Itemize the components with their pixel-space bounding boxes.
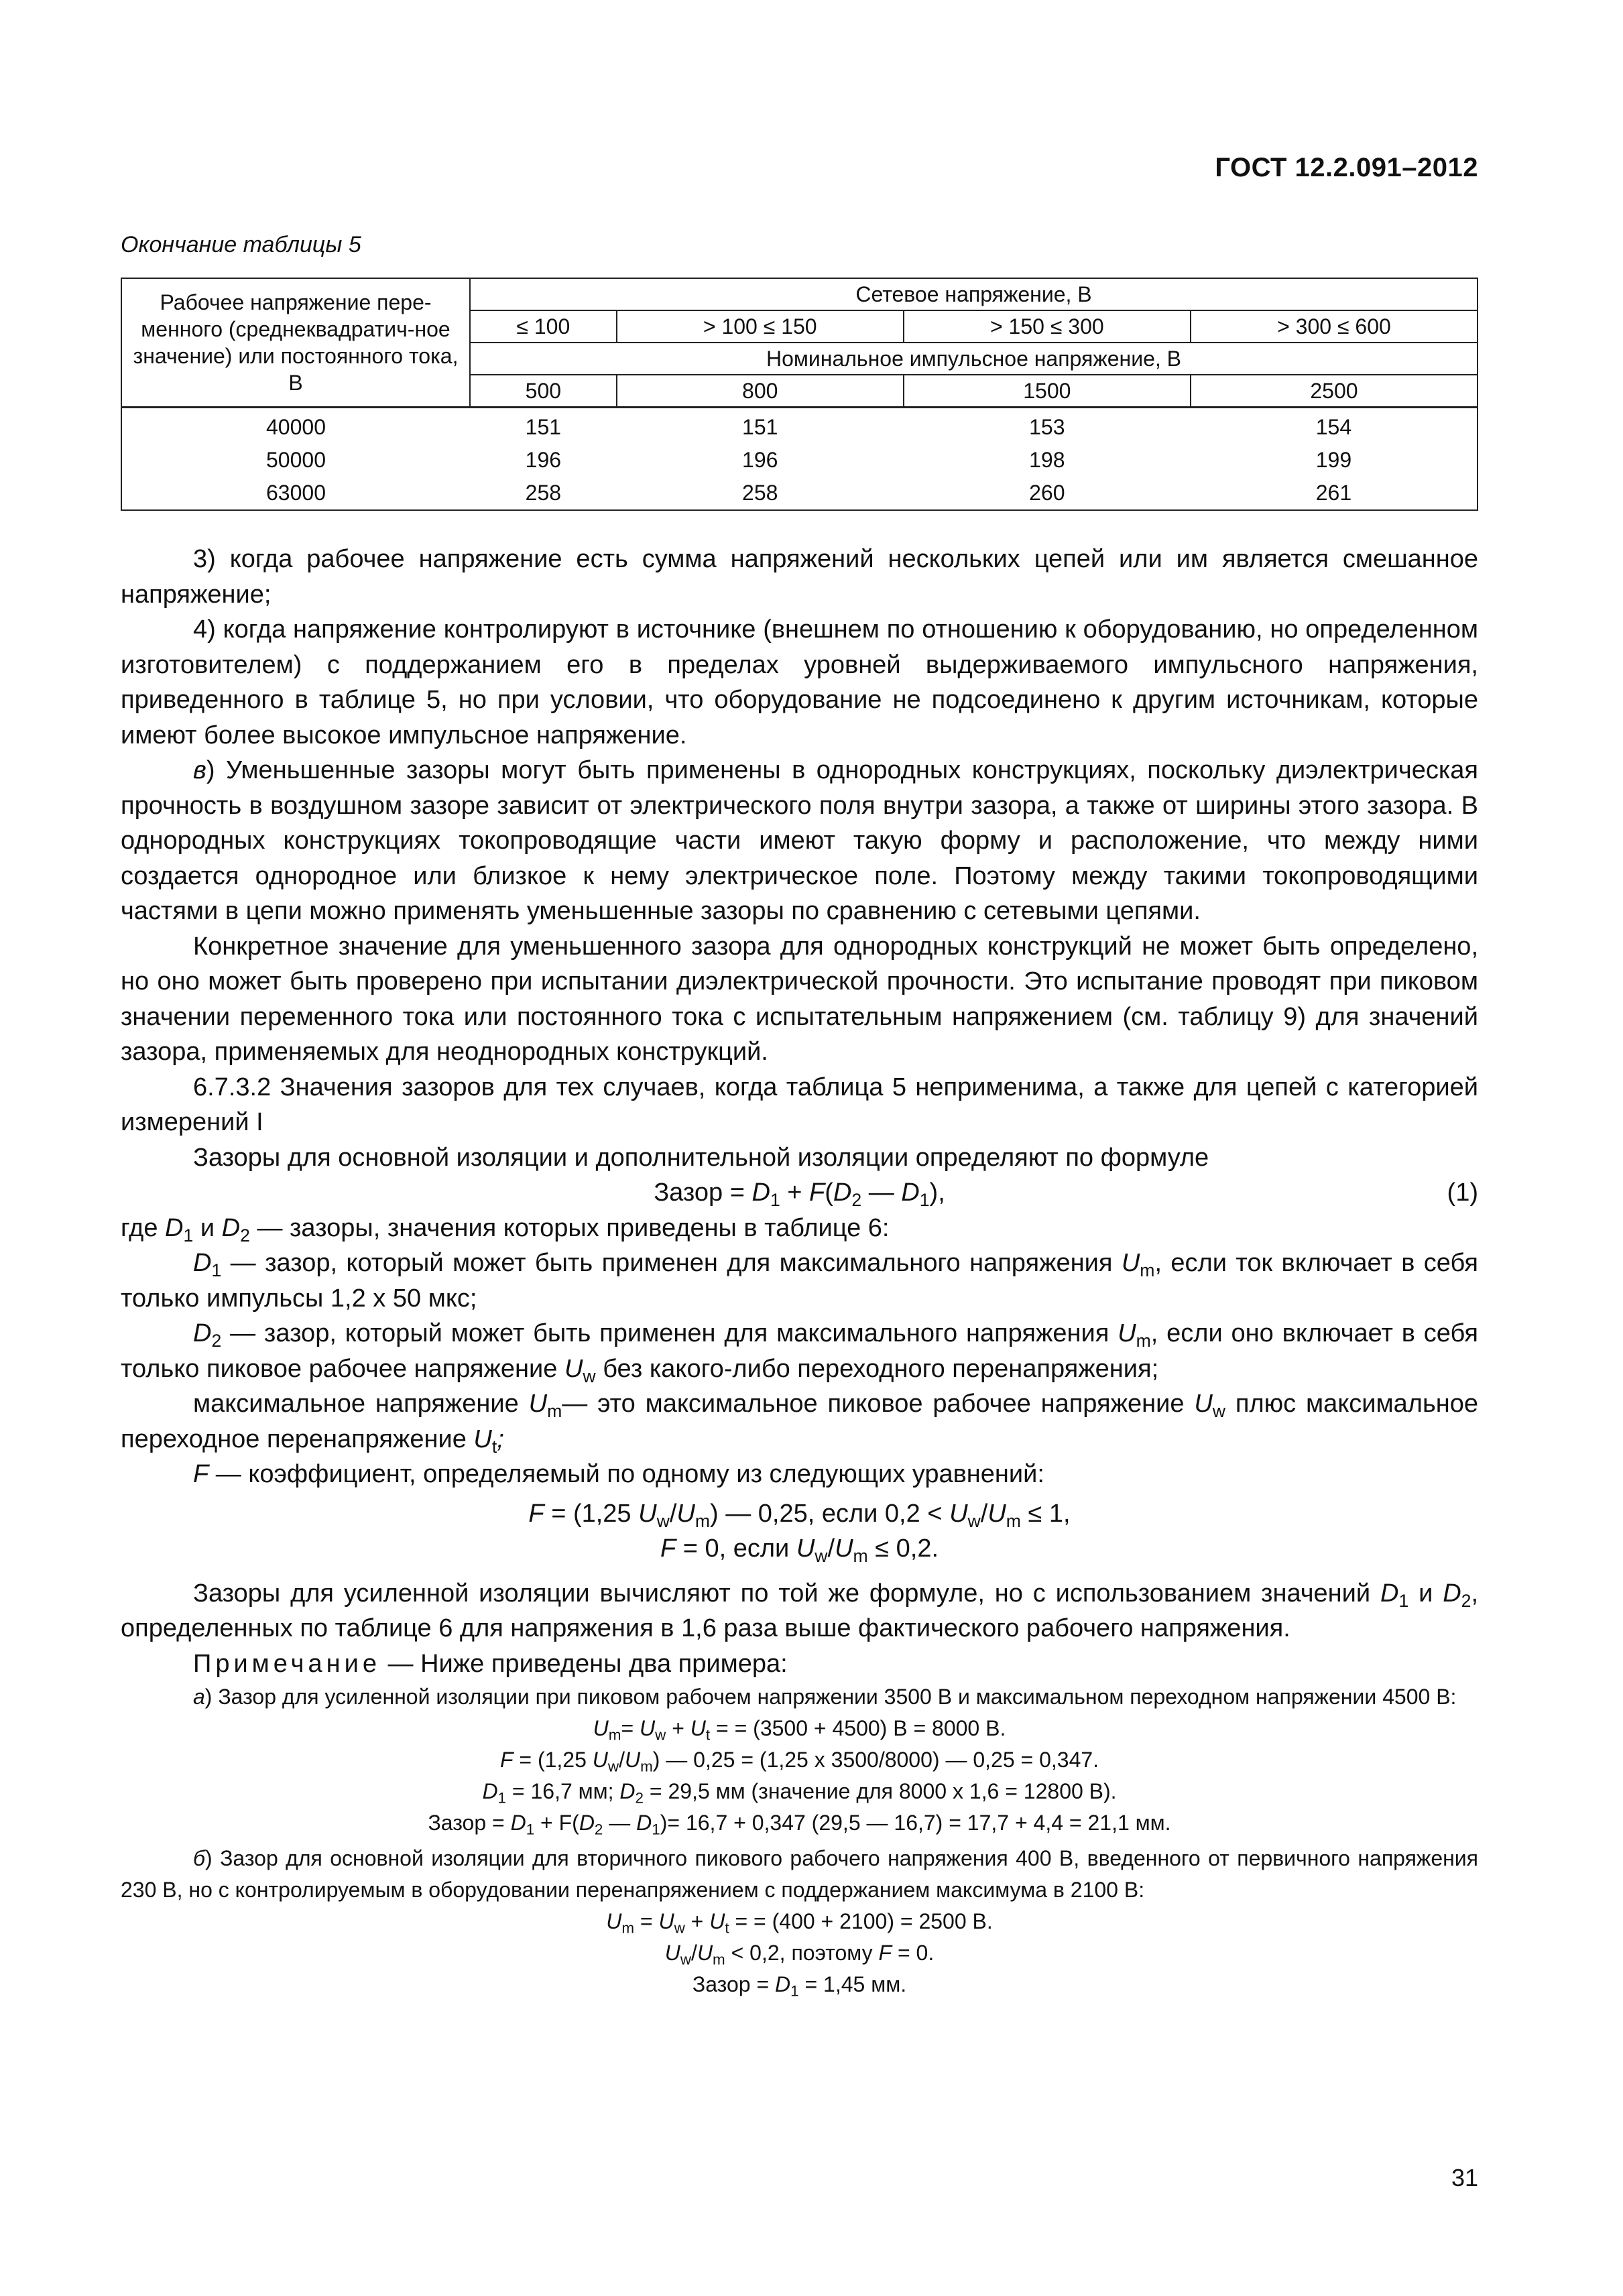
note-b-eq2: $U_w/U_m < 0,2$, поэтому F = 0. — [664, 1941, 935, 1968]
note-body — [121, 1681, 1478, 2000]
paragraph-item-4: 4) когда напряжение контролируют в источнике (внешнем по отношению к оборудованию, но определенном изготовителем) с поддержанием его в пределах уровней выдерживаемого импульсного напряжения, приведенного в таблице 5, но при условии, что оборудование не подсоединено к другим источникам, которые имеют более высокое импульсное напряжение. — [121, 615, 1478, 749]
table-range-cell: > 300 ≤ 600 — [1191, 310, 1478, 343]
table-row — [121, 408, 1478, 444]
table-row-header: Рабочее напряжение пере-менного (среднеквадратич-ное значение) или постоянного тока, В — [121, 278, 470, 408]
table-impulse-cell: 1500 — [904, 375, 1191, 408]
table-cell: 199 — [1191, 444, 1478, 477]
note-a-eq3: $D_1 = 16,7$ мм; $D_2 = 29,5$ мм (значение для 8000 x 1,6 = 12800 В). — [482, 1779, 1117, 1807]
note-a-eq2: F = (1,25 $U_w/U_m$) — 0,25 = (1,25 x 3500/8000) — 0,25 = 0,347. — [499, 1748, 1099, 1775]
paragraph-6-7-3-2: 6.7.3.2 Значения зазоров для тех случаев, когда таблица 5 неприменима, а также для цепей с категорией измерений I — [121, 1073, 1478, 1136]
paragraph-d2: $D_2$ — зазор, который может быть применен для максимального напряжения $U_m$, если оно включает в себя только пиковое рабочее напряжение $U_w$ без какого-либо переходного перенапряжения; — [121, 1319, 1478, 1386]
table-group-header-impulse: Номинальное импульсное напряжение, В — [470, 343, 1478, 375]
table-5-end — [121, 278, 1478, 511]
note-a-eq4: Зазор = $D_1 + F(D_2$ — $D_1)= 16,7 + 0,347$ (29,5 — 16,7) = 17,7 + 4,4 = 21,1 мм. — [428, 1811, 1171, 1838]
table-cell: 198 — [1029, 448, 1065, 472]
note-example-a: а) Зазор для усиленной изоляции при пиковом рабочем напряжении 3500 В и максимальном переходном напряжении 4500 В: — [193, 1685, 1457, 1709]
table-cell: 40000 — [121, 408, 470, 444]
table-cell: 50000 — [121, 444, 470, 477]
note-heading: Примечание — Ниже приведены два примера: — [193, 1649, 788, 1678]
table-cell: 151 — [617, 408, 904, 444]
equation-number: (1) — [1447, 1179, 1478, 1207]
document-page — [121, 0, 1478, 2296]
table-cell: 258 — [617, 477, 904, 510]
standard-header: ГОСТ 12.2.091–2012 — [1215, 153, 1478, 182]
table-caption: Окончание таблицы 5 — [121, 232, 361, 257]
table-cell: 153 — [904, 408, 1191, 444]
page-number: 31 — [1451, 2164, 1478, 2191]
paragraph-d1: $D_1$ — зазор, который может быть применен для максимального напряжения $U_m$, если ток включает в себя только импульсы 1,2 x 50 мкс; — [121, 1249, 1479, 1313]
paragraph-um: максимальное напряжение $U_m—$ это максимальное пиковое рабочее напряжение $U_w$ плюс максимальное переходное перенапряжение $U_t$; — [121, 1390, 1478, 1457]
table-cell: 196 — [742, 448, 778, 472]
table-cell: 258 — [470, 477, 617, 510]
table-impulse-cell: 800 — [617, 375, 904, 408]
paragraph-item-3: 3) когда рабочее напряжение есть сумма напряжений нескольких цепей или им является смешанное напряжение; — [121, 545, 1478, 609]
table-range-cell: > 100 ≤ 150 — [617, 310, 904, 343]
table-cell: 154 — [1191, 408, 1478, 444]
equation-f2: F = 0, если $U_w/U_m \le 0,2$. — [660, 1534, 939, 1566]
table-row — [121, 444, 1478, 477]
note-example-b: б) Зазор для основной изоляции для вторичного пикового рабочего напряжения 400 В, введенного от первичного напряжения 230 В, но с контролируемым в оборудовании перенапряжением с поддержанием максимума в 2100 В: — [121, 1846, 1478, 1902]
table-impulse-cell: 500 — [470, 375, 617, 408]
equation-f1: F = (1,25 $U_w/U_m$) — 0,25, если $0,2 < U_w/U_m \le 1$, — [528, 1499, 1071, 1531]
paragraph-reinforced: Зазоры для усиленной изоляции вычисляют по той же формуле, но с использованием значений $D_1$ и $D_2$, определенных по таблице 6 для напряжения в 1,6 раза выше фактического рабочего напряжения. — [121, 1579, 1479, 1642]
table-cell: 63000 — [121, 477, 470, 510]
table-range-cell: ≤ 100 — [470, 310, 617, 343]
note-b-eq1: $U_m = U_w + U_t$ = = (400 + 2100) = 2500 В. — [606, 1909, 993, 1937]
paragraph-f: F — коэффициент, определяемый по одному из следующих уравнений: — [193, 1460, 1044, 1488]
paragraph-where: где $D_1$ и $D_2$ — зазоры, значения которых приведены в таблице 6: — [121, 1213, 890, 1246]
note-a-eq1: $U_m= U_w + U_t$ = = (3500 + 4500) В = 8000 В. — [593, 1716, 1006, 1744]
table-cell: 260 — [904, 477, 1191, 510]
table-range-cell: > 150 ≤ 300 — [904, 310, 1191, 343]
table-cell: 196 — [525, 448, 562, 472]
body-text — [121, 542, 1478, 2000]
table-group-header-mains: Сетевое напряжение, В — [470, 278, 1478, 310]
paragraph-item-v: в) Уменьшенные зазоры могут быть применены в однородных конструкциях, поскольку диэлектрическая прочность в воздушном зазоре зависит от электрического поля внутри зазора, а также от ширины этого зазора. В однородных конструкциях токопроводящие части имеют такую форму и расположение, что между ними создается однородное или близкое к нему электрическое поле. Поэтому между такими токопроводящими частями в цепи можно применять уменьшенные зазоры по сравнению с сетевыми цепями. — [121, 756, 1478, 925]
table-row — [121, 477, 1478, 510]
table-impulse-cell: 2500 — [1191, 375, 1478, 408]
paragraph-reduced-clearance: Конкретное значение для уменьшенного зазора для однородных конструкций не может быть определено, но оно может быть проверено при испытании диэлектрической прочности. Это испытание проводят при пиковом значении переменного тока или постоянного тока с испытательным напряжением (см. таблицу 9) для значений зазора, применяемых для неоднородных конструкций. — [121, 932, 1478, 1066]
equation-1: Зазор = $D_1 + F(D_2$ — $D_1$), (1) — [121, 1175, 1478, 1211]
table-cell: 261 — [1191, 477, 1478, 510]
note-b-eq3: Зазор = $D_1 = 1,45$ мм. — [692, 1972, 907, 2000]
table-cell: 151 — [470, 408, 617, 444]
paragraph-formula-intro: Зазоры для основной изоляции и дополнительной изоляции определяют по формуле — [193, 1143, 1209, 1172]
